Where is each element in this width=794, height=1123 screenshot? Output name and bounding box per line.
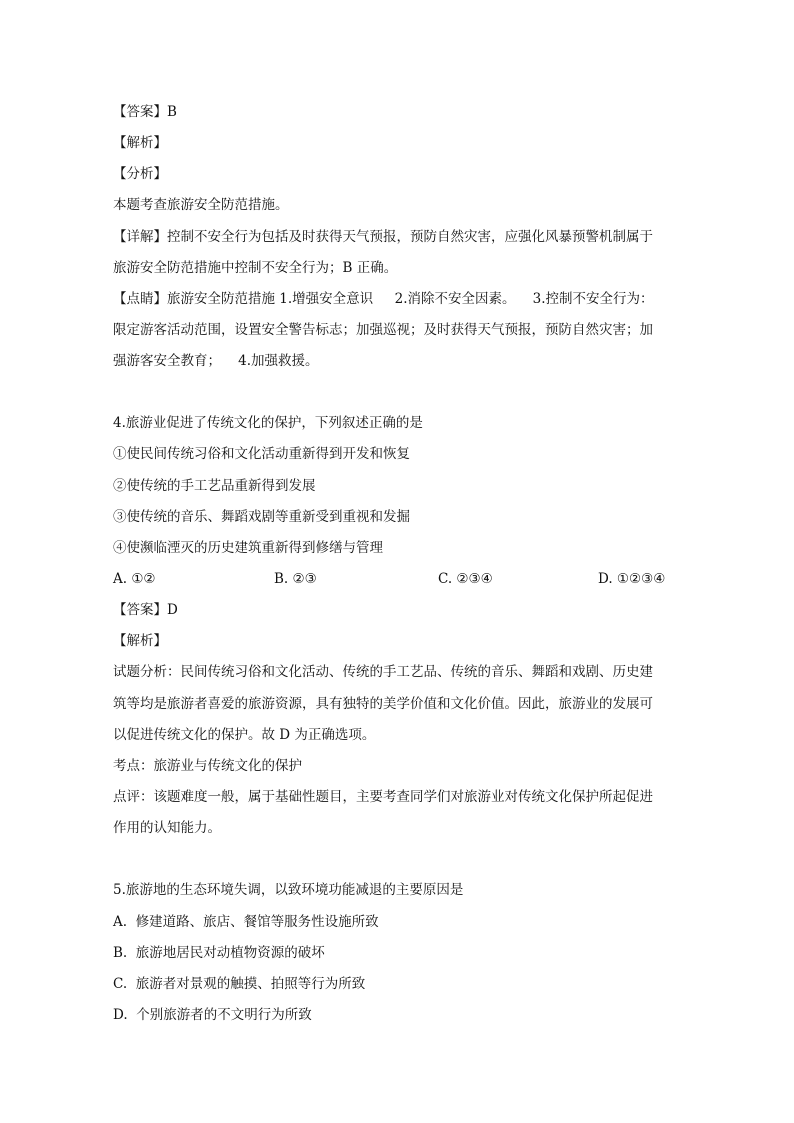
q4-comment-line-1: 点评：该题难度一般，属于基础性题目，主要考查同学们对旅游业对传统文化保护所起促进	[113, 789, 653, 805]
q4-statement-4: ④使濒临湮灭的历史建筑重新得到修缮与管理	[113, 540, 383, 556]
q4-comment-line-2: 作用的认知能力。	[113, 820, 221, 836]
q4-analysis-line-3: 以促进传统文化的保护。故 D 为正确选项。	[113, 727, 376, 743]
q5-option-b: B. 旅游地居民对动植物资源的破坏	[113, 945, 325, 961]
q4-option-c: C. ②③④	[438, 571, 493, 587]
q4-kaodian: 考点：旅游业与传统文化的保护	[113, 758, 302, 774]
q5-option-a: A. 修建道路、旅店、餐馆等服务性设施所致	[113, 914, 379, 930]
q3-tip-line-2: 限定游客活动范围，设置安全警告标志；加强巡视；及时获得天气预报，预防自然灾害；加	[113, 322, 653, 338]
q5-stem: 5.旅游地的生态环境失调，以致环境功能减退的主要原因是	[113, 882, 464, 898]
q4-analysis-heading: 【解析】	[113, 633, 167, 649]
q3-tip-line-1: 【点睛】旅游安全防范措施 1.增强安全意识 2.消除不安全因素。 3.控制不安全行为：	[113, 291, 654, 307]
q3-detail-line-1: 【详解】控制不安全行为包括及时获得天气预报，预防自然灾害，应强化风暴预警机制属于	[113, 229, 653, 245]
q5-option-c: C. 旅游者对景观的触摸、拍照等行为所致	[113, 976, 366, 992]
q4-statement-3: ③使传统的音乐、舞蹈戏剧等重新受到重视和发掘	[113, 509, 410, 525]
q3-answer: 【答案】B	[113, 104, 177, 120]
q5-option-d: D. 个别旅游者的不文明行为所致	[113, 1007, 312, 1023]
q3-fenxi-text: 本题考查旅游安全防范措施。	[113, 197, 289, 213]
q3-detail-line-2: 旅游安全防范措施中控制不安全行为；B 正确。	[113, 260, 398, 276]
q3-tip-line-3: 强游客安全教育； 4.加强救援。	[113, 353, 319, 369]
q4-analysis-line-1: 试题分析：民间传统习俗和文化活动、传统的手工艺品、传统的音乐、舞蹈和戏剧、历史建	[113, 664, 653, 680]
q4-statement-1: ①使民间传统习俗和文化活动重新得到开发和恢复	[113, 446, 410, 462]
q4-analysis-line-2: 筑等均是旅游者喜爱的旅游资源，具有独特的美学价值和文化价值。因此，旅游业的发展可	[113, 696, 653, 712]
q3-analysis-heading: 【解析】	[113, 135, 167, 151]
q4-option-a: A. ①②	[113, 571, 156, 587]
q4-option-d: D. ①②③④	[598, 571, 666, 587]
q4-statement-2: ②使传统的手工艺品重新得到发展	[113, 478, 316, 494]
q4-answer: 【答案】D	[113, 602, 178, 618]
q3-fenxi-heading: 【分析】	[113, 166, 167, 182]
q4-stem: 4.旅游业促进了传统文化的保护，下列叙述正确的是	[113, 415, 423, 431]
q4-option-b: B. ②③	[274, 571, 317, 587]
